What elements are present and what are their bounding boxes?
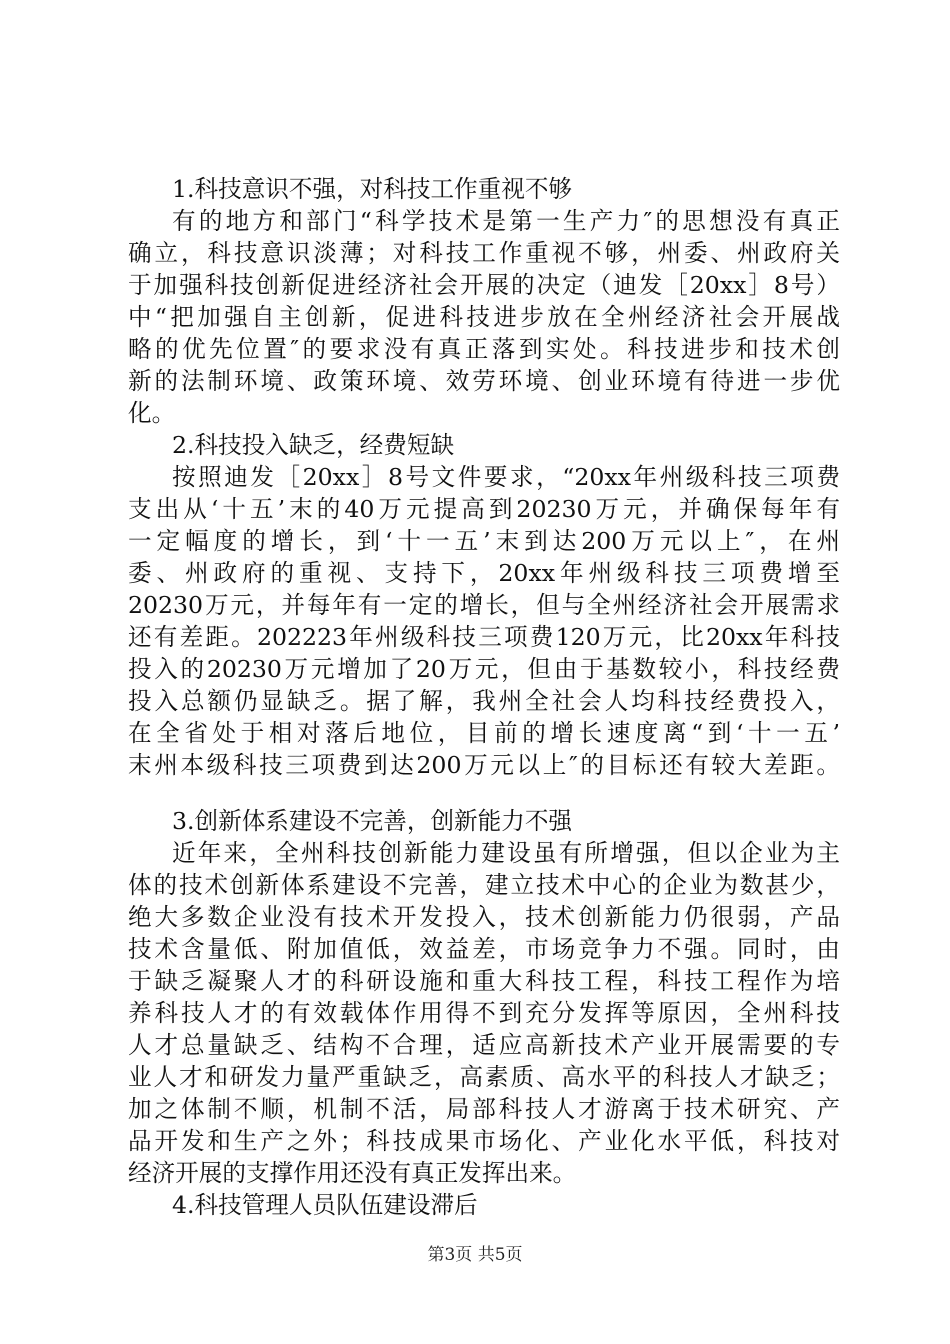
- text-line: 20230万元，并每年有一定的增长，但与全州经济社会开展需求: [128, 591, 840, 619]
- text-line: 末州本级科技三项费到达200万元以上″的目标还有较大差距。: [128, 751, 840, 779]
- text-line: 新的法制环境、政策环境、效劳环境、创业环境有待进一步优: [128, 367, 840, 395]
- text-line: 绝大多数企业没有技术开发投入，技术创新能力仍很弱，产品: [128, 903, 840, 931]
- text-line: 业人才和研发力量严重缺乏，高素质、高水平的科技人才缺乏；: [128, 1063, 840, 1091]
- text-line: 1.科技意识不强，对科技工作重视不够: [172, 175, 573, 203]
- text-line: 2.科技投入缺乏，经费短缺: [172, 431, 455, 459]
- text-line: 中“把加强自主创新，促进科技进步放在全州经济社会开展战: [128, 303, 840, 331]
- text-line: 3.创新体系建设不完善，创新能力不强: [172, 807, 573, 835]
- text-line: 按照迪发［20xx］8号文件要求，“20xx年州级科技三项费: [172, 463, 840, 491]
- text-line: 投入总额仍显缺乏。据了解，我州全社会人均科技经费投入，: [128, 687, 840, 715]
- text-line: 确立，科技意识淡薄；对科技工作重视不够，州委、州政府关: [128, 239, 840, 267]
- document-body: [128, 173, 840, 1221]
- text-line: 于缺乏凝聚人才的科研设施和重大科技工程，科技工程作为培: [128, 967, 840, 995]
- text-line: 有的地方和部门“科学技术是第一生产力″的思想没有真正: [172, 207, 840, 235]
- text-line: 还有差距。202223年州级科技三项费120万元，比20xx年科技: [128, 623, 840, 651]
- text-line: 品开发和生产之外；科技成果市场化、产业化水平低，科技对: [128, 1127, 840, 1155]
- text-line: 委、州政府的重视、支持下，20xx年州级科技三项费增至: [128, 559, 840, 587]
- text-line: 技术含量低、附加值低，效益差，市场竞争力不强。同时，由: [128, 935, 840, 963]
- text-line: 经济开展的支撑作用还没有真正发挥出来。: [128, 1159, 577, 1187]
- text-line: 体的技术创新体系建设不完善，建立技术中心的企业为数甚少，: [128, 871, 840, 899]
- text-line: 在全省处于相对落后地位，目前的增长速度离“到‘十一五’: [128, 719, 840, 747]
- text-line: 略的优先位置″的要求没有真正落到实处。科技进步和技术创: [128, 335, 840, 363]
- text-line: 一定幅度的增长，到‘十一五’末到达200万元以上″，在州: [128, 527, 840, 555]
- text-line: 加之体制不顺，机制不活，局部科技人才游离于技术研究、产: [128, 1095, 840, 1123]
- text-line: 人才总量缺乏、结构不合理，适应高新技术产业开展需要的专: [128, 1031, 840, 1059]
- text-line: 养科技人才的有效载体作用得不到充分发挥等原因，全州科技: [128, 999, 840, 1027]
- text-line: 4.科技管理人员队伍建设滞后: [172, 1191, 478, 1219]
- text-line: 支出从‘十五’末的40万元提高到20230万元，并确保每年有: [128, 495, 840, 523]
- text-line: 近年来，全州科技创新能力建设虽有所增强，但以企业为主: [172, 839, 840, 867]
- page-footer: 第3页 共5页: [427, 1245, 523, 1265]
- paragraph-gap: [128, 781, 840, 805]
- text-line: 化。: [128, 399, 176, 427]
- text-line: 投入的20230万元增加了20万元，但由于基数较小，科技经费: [128, 655, 840, 683]
- text-line: 于加强科技创新促进经济社会开展的决定（迪发［20xx］8号）: [128, 271, 840, 299]
